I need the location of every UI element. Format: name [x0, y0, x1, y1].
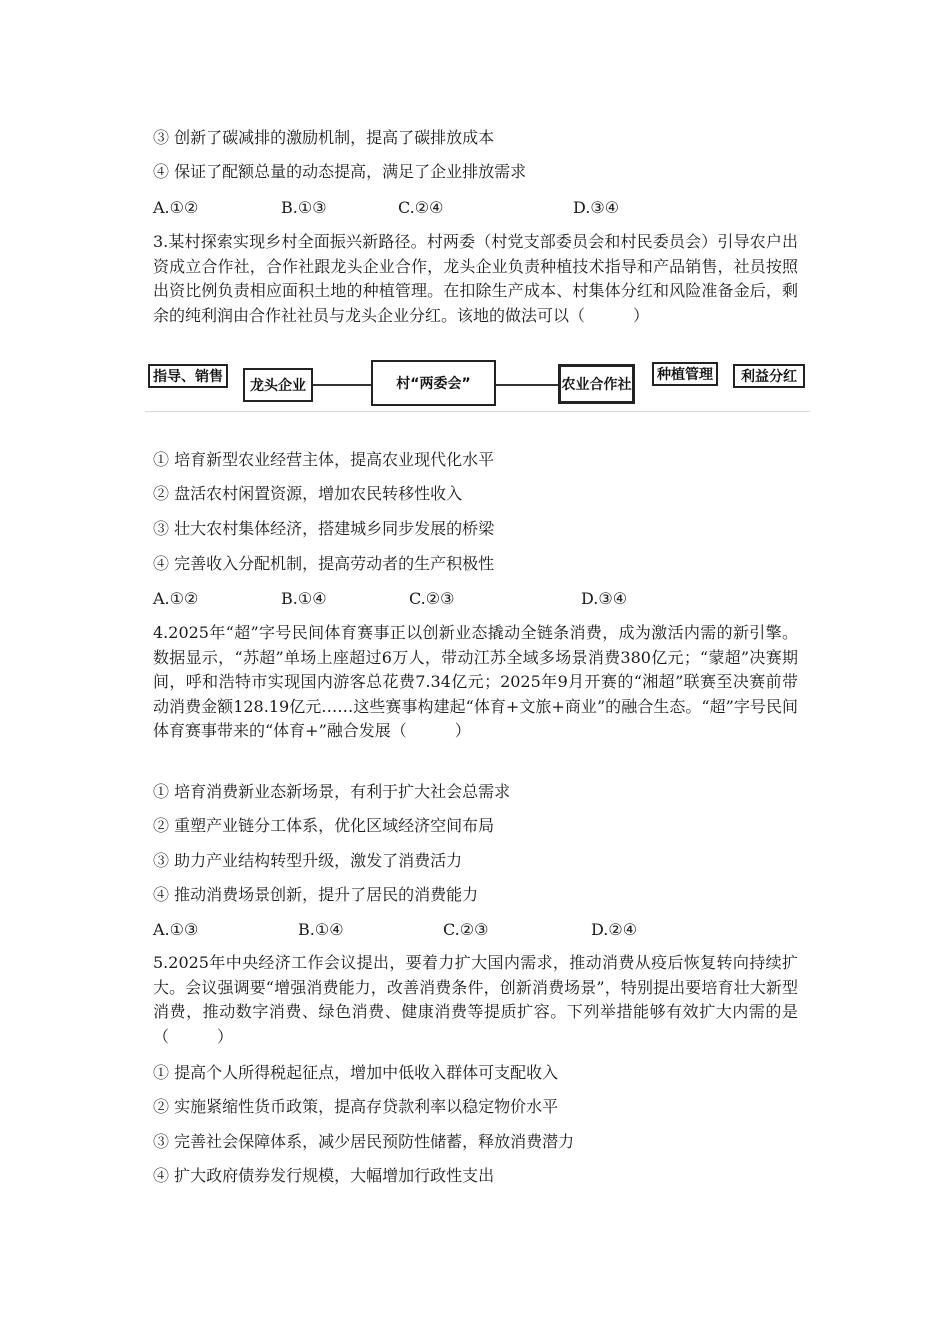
q3-item-2: ② 盘活农村闲置资源，增加农民转移性收入 — [153, 484, 463, 503]
q2-option-c: C.②④ — [398, 198, 444, 217]
q3-flow-diagram — [145, 358, 810, 414]
q3-options — [153, 587, 803, 611]
q3-option-d: D.③④ — [581, 589, 628, 608]
q3-item-3: ③ 壮大农村集体经济，搭建城乡同步发展的桥梁 — [153, 519, 495, 538]
q4-item-2: ② 重塑产业链分工体系，优化区域经济空间布局 — [153, 816, 495, 835]
q5-item-2: ② 实施紧缩性货币政策，提高存贷款利率以稳定物价水平 — [153, 1097, 559, 1116]
q4-option-a: A.①③ — [153, 920, 199, 939]
q3-option-a: A.①② — [153, 589, 199, 608]
q4-item-4: ④ 推动消费场景创新，提升了居民的消费能力 — [153, 885, 479, 904]
q2-options — [153, 196, 803, 220]
q2-option-b: B.①③ — [281, 198, 327, 217]
q4-item-3: ③ 助力产业结构转型升级，激发了消费活力 — [153, 851, 463, 870]
diagram-box-guide-sales: 指导、销售 — [148, 364, 228, 388]
q3-stem: 3.某村探索实现乡村全面振兴新路径。村两委（村党支部委员会和村民委员会）引导农户出资成立合作社，合作社跟龙头企业合作，龙头企业负责种植技术指导和产品销售，社员按照出资比例负责相应面积土地的种植管理。在扣除生产成本、村集体分红和风险准备金后，剩余的纯利润由合作社社员与龙头企业分红。该地的做法可以（ ） — [153, 232, 798, 325]
diagram-box-leading-enterprise: 龙头企业 — [243, 368, 313, 402]
q3-option-c: C.②③ — [409, 589, 455, 608]
diagram-box-profit-dividend: 利益分红 — [733, 364, 805, 388]
q4-item-1: ① 培育消费新业态新场景，有利于扩大社会总需求 — [153, 782, 511, 801]
q5-stem: 5.2025年中央经济工作会议提出，要着力扩大国内需求，推动消费从疫后恢复转向持续扩大。会议强调要“增强消费能力，改善消费条件，创新消费场景”，特别提出要培育壮大新型消费，推动数字消费、绿色消费、健康消费等提质扩容。下列举措能够有效扩大内需的是（ ） — [153, 953, 798, 1046]
diagram-connector — [313, 384, 371, 386]
q4-option-c: C.②③ — [443, 920, 489, 939]
q3-option-b: B.①④ — [281, 589, 327, 608]
q2-item-4: ④ 保证了配额总量的动态提高，满足了企业排放需求 — [153, 162, 527, 181]
q5-item-1: ① 提高个人所得税起征点，增加中低收入群体可支配收入 — [153, 1063, 559, 1082]
q4-option-d: D.②④ — [591, 920, 638, 939]
q5-item-3: ③ 完善社会保障体系，减少居民预防性储蓄，释放消费潜力 — [153, 1132, 575, 1151]
q3-item-4: ④ 完善收入分配机制，提高劳动者的生产积极性 — [153, 554, 495, 573]
diagram-divider — [145, 411, 810, 412]
q4-stem: 4.2025年“超”字号民间体育赛事正以创新业态撬动全链条消费，成为激活内需的新引擎。数据显示，“苏超”单场上座超过6万人，带动江苏全域多场景消费380亿元；“蒙超”决赛期间，呼和浩特市实现国内游客总花费7.34亿元；2025年9月开赛的“湘超”联赛至决赛前带动消费金额128.19亿元……这些赛事构建起“体育+文旅+商业”的融合生态。“超”字号民间体育赛事带来的“体育+”融合发展（ ） — [153, 623, 798, 740]
q3-item-1: ① 培育新型农业经营主体，提高农业现代化水平 — [153, 450, 495, 469]
diagram-box-planting-management: 种植管理 — [652, 362, 718, 386]
q2-option-d: D.③④ — [573, 198, 620, 217]
q4-option-b: B.①④ — [298, 920, 344, 939]
q5-item-4: ④ 扩大政府债券发行规模，大幅增加行政性支出 — [153, 1166, 495, 1185]
q4-options — [153, 918, 803, 942]
diagram-connector — [496, 384, 558, 386]
diagram-box-cooperative: 农业合作社 — [558, 364, 635, 404]
q2-item-3: ③ 创新了碳减排的激励机制，提高了碳排放成本 — [153, 128, 495, 147]
q2-option-a: A.①② — [153, 198, 199, 217]
diagram-box-village-committees: 村“两委会” — [371, 360, 496, 406]
